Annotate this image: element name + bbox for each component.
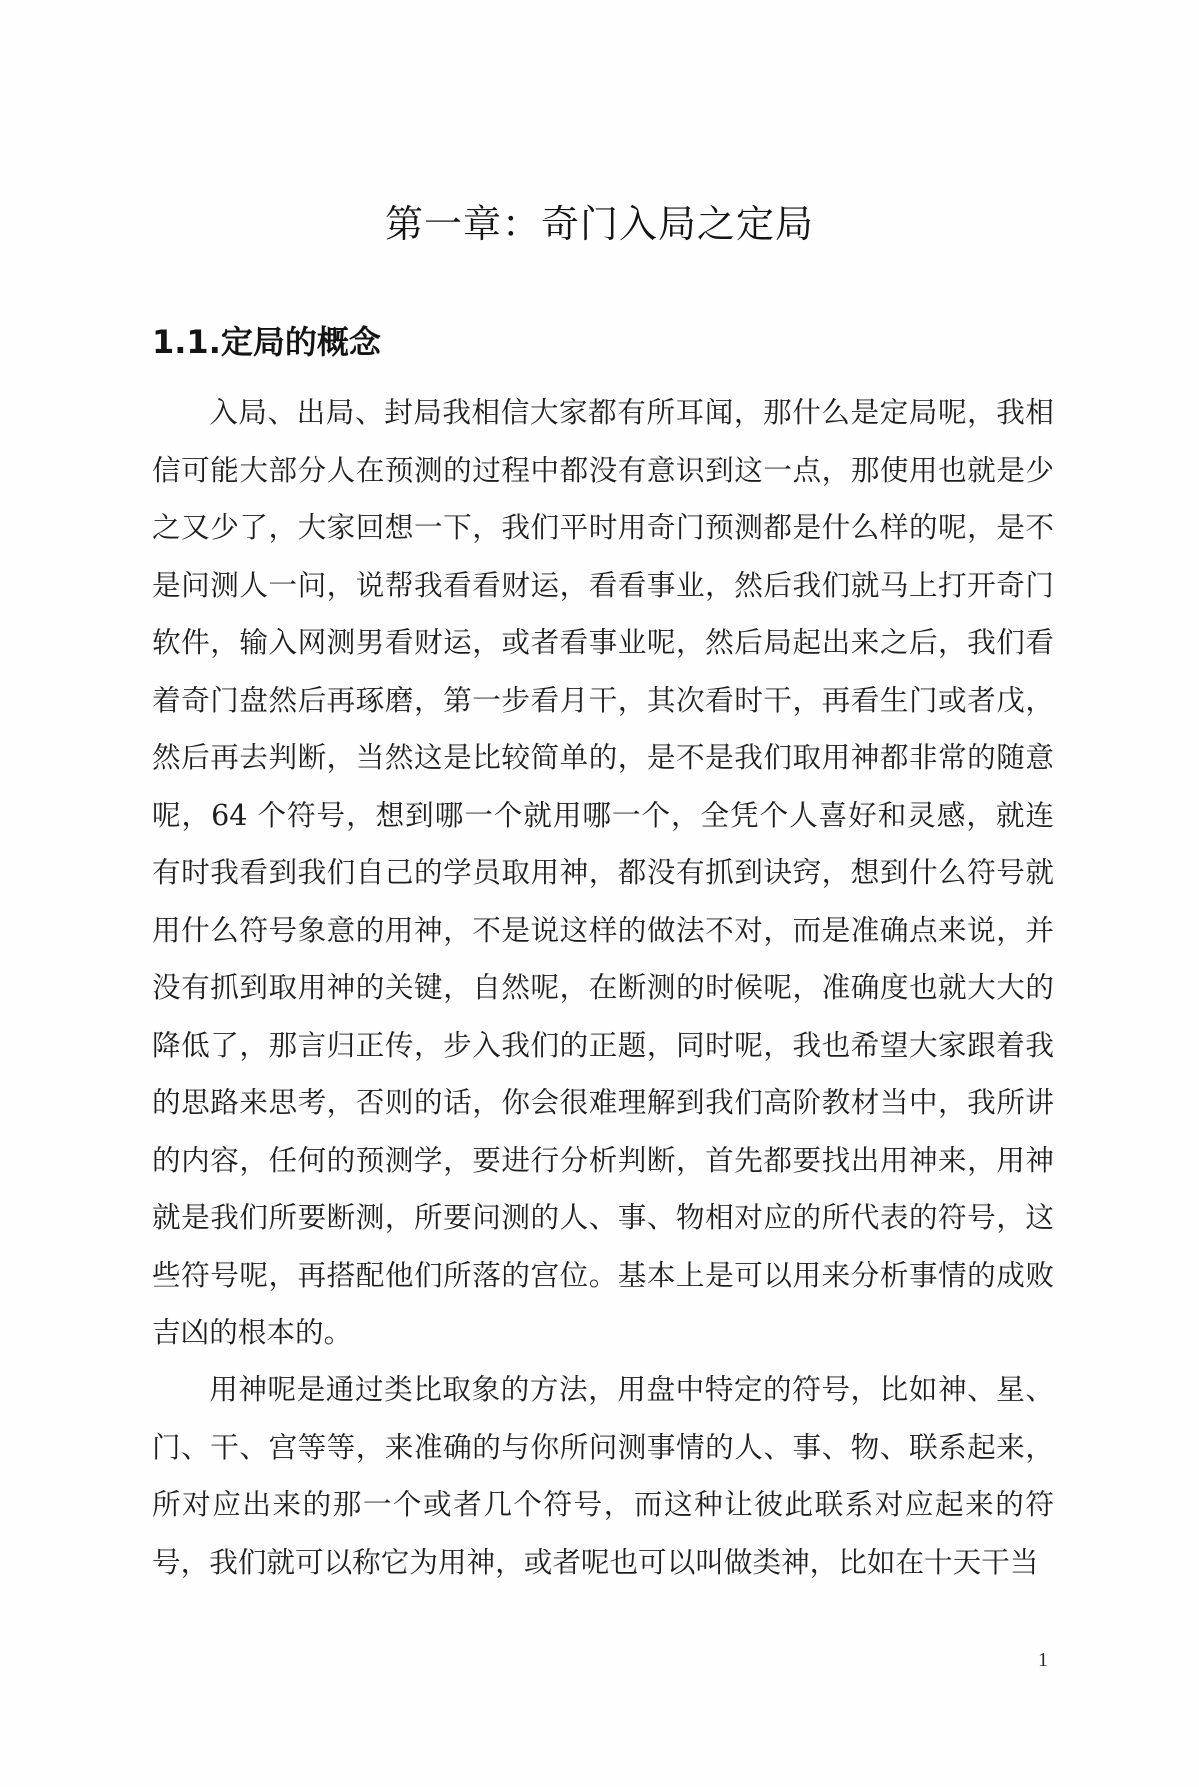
chapter-title: 第一章：奇门入局之定局 [384,202,814,246]
page-number: 1 [1038,1649,1048,1671]
section-heading: 1.1.定局的概念 [152,323,381,361]
body-paragraph: 入局、出局、封局我相信大家都有所耳闻，那什么是定局呢，我相信可能大部分人在预测的过程中都没有意识到这一点，那使用也就是少之又少了，大家回想一下，我们平时用奇门预测都是什么样的呢，是不是问测人一问，说帮我看看财运，看看事业，然后我们就马上打开奇门软件，输入网测男看财运，或者看事业呢，然后局起出来之后，我们看着奇门盘然后再琢磨，第一步看月干，其次看时干，再看生门或者戊，然后再去判断，当然这是比较简单的，是不是我们取用神都非常的随意呢，64 个符号，想到哪一个就用哪一个，全凭个人喜好和灵感，就连有时我看到我们自己的学员取用神，都没有抓到诀窍，想到什么符号就用什么符号象意的用神，不是说这样的做法不对，而是准确点来说，并没有抓到取用神的关键，自然呢，在断测的时候呢，准确度也就大大的降低了，那言归正传，步入我们的正题，同时呢，我也希望大家跟着我的思路来思考，否则的话，你会很难理解到我们高阶教材当中，我所讲的内容，任何的预测学，要进行分析判断，首先都要找出用神来，用神就是我们所要断测，所要问测的人、事、物相对应的所代表的符号，这些符号呢，再搭配他们所落的宫位。基本上是可以用来分析事情的成败吉凶的根本的。 [152,395,1054,1349]
body-paragraph: 用神呢是通过类比取象的方法，用盘中特定的符号，比如神、星、门、干、宫等等，来准确的与你所问测事情的人、事、物、联系起来，所对应出来的那一个或者几个符号，而这种让彼此联系对应起来的符号，我们就可以称它为用神，或者呢也可以叫做类神，比如在十天干当 [152,1372,1054,1579]
